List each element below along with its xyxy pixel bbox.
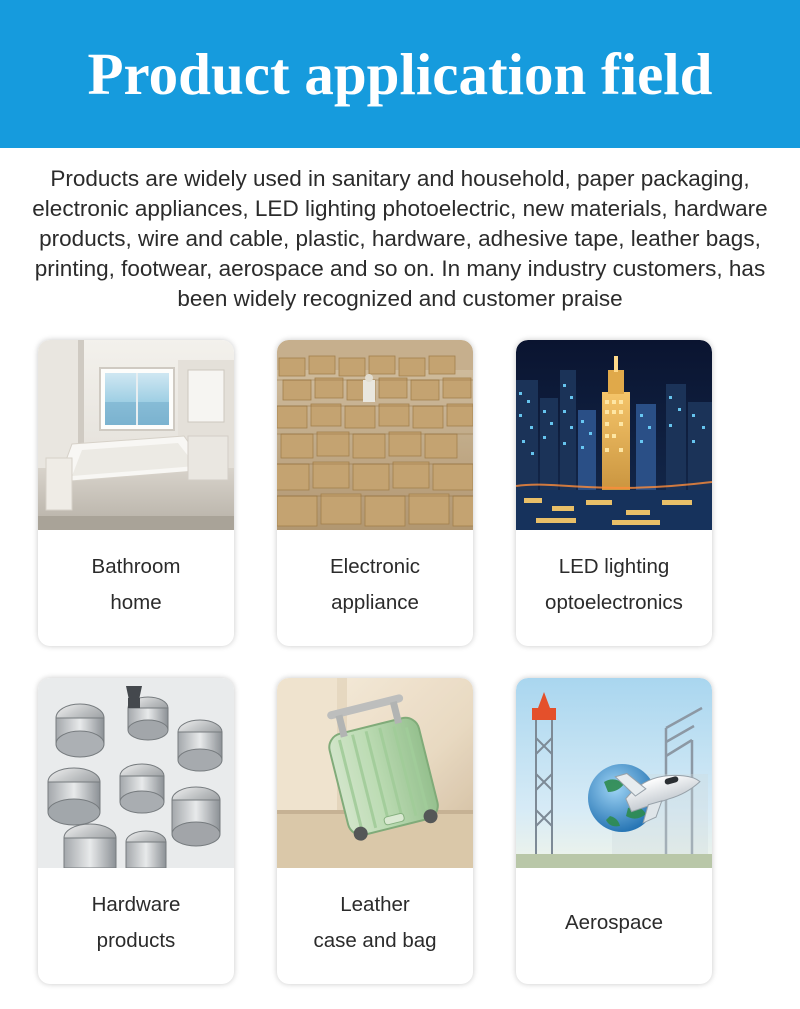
card-caption-line2: appliance [331,591,419,614]
page-title: Product application field [87,40,713,107]
card-caption-line2: products [96,929,176,952]
application-card[interactable] [277,678,473,984]
application-card[interactable] [516,678,712,984]
electronic-appliance-photo [277,340,473,530]
card-caption [516,868,712,984]
card-caption-line2: case and bag [313,929,437,952]
application-card[interactable] [277,340,473,646]
bathroom-home-photo [38,340,234,530]
card-caption-line1: Leather [340,893,410,916]
card-caption [38,868,234,984]
card-caption-line1: Hardware [91,893,181,916]
hardware-products-photo [38,678,234,868]
card-caption-line2: home [110,591,162,614]
card-caption-line2: optoelectronics [545,591,683,614]
card-caption-line1: Electronic [329,555,420,578]
aerospace-photo [516,678,712,868]
page-banner [0,0,800,148]
card-caption [516,530,712,646]
card-caption-line1: Bathroom [91,555,181,578]
intro-paragraph: Products are widely used in sanitary and household, paper packaging, electronic appliances, LED lighting photoelectric, new materials, hardware products, wire and cable, plastic, hardware, adhesive tape, leather bags, printing, footwear, aerospace and so on. In many industry customers, has been widely recognized and customer praise [32,166,768,311]
card-caption [38,530,234,646]
application-card[interactable] [38,340,234,646]
leather-case-and-bag-photo [277,678,473,868]
card-caption [277,530,473,646]
card-caption [277,868,473,984]
led-lighting-optoelectronics-photo [516,340,712,530]
card-caption-line1: LED lighting [558,555,670,578]
application-card-grid [38,340,764,984]
application-card[interactable] [516,340,712,646]
application-card[interactable] [38,678,234,984]
card-caption-line1: Aerospace [564,911,663,934]
